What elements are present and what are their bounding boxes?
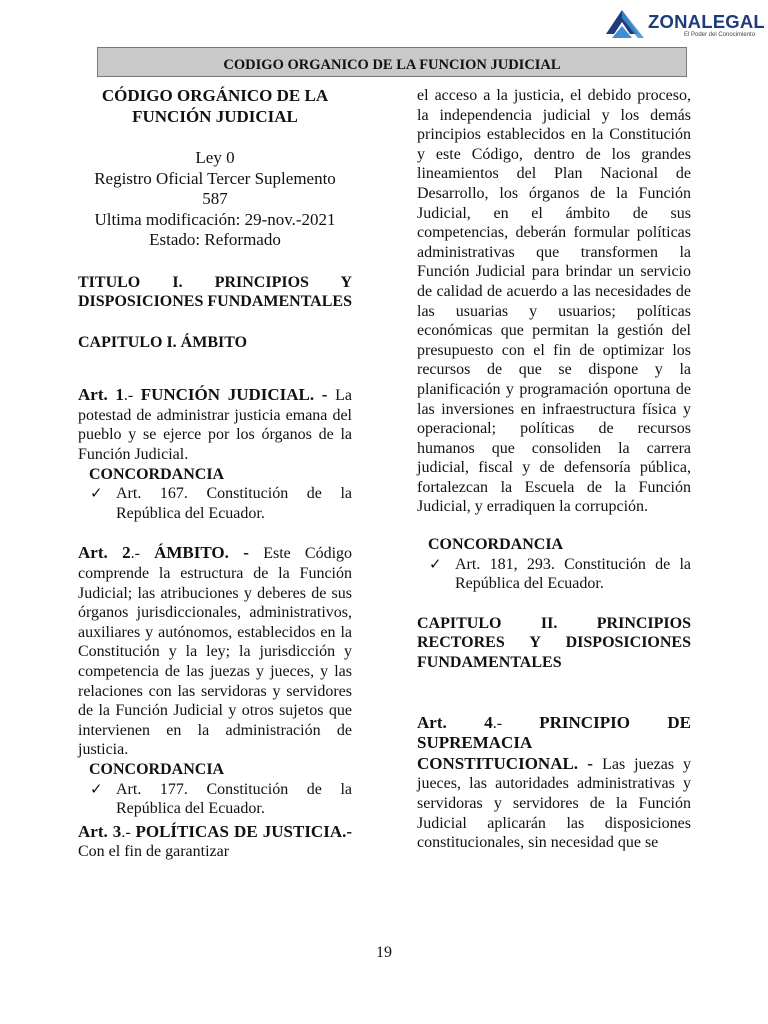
article-1 bbox=[78, 385, 352, 464]
art1-sep: .- bbox=[123, 387, 141, 405]
meta-registro: Registro Oficial Tercer Suplemento 587 bbox=[94, 168, 336, 208]
art2-label: Art. 2 bbox=[78, 543, 131, 563]
left-column bbox=[78, 86, 352, 862]
art1-concordancia-item bbox=[78, 484, 352, 523]
art2-concordancia-title: CONCORDANCIA bbox=[89, 760, 225, 778]
document-title: CÓDIGO ORGÁNICO DE LA FUNCIÓN JUDICIAL bbox=[101, 86, 329, 126]
logo-name: ZONALEGAL bbox=[648, 11, 765, 32]
art3-concordancia-item bbox=[417, 555, 691, 594]
art3-label: Art. 3 bbox=[78, 821, 122, 841]
checkmark-icon: ✓ bbox=[429, 554, 442, 573]
art4-text: Las juezas y jueces, las autoridades administrativas y servidoras y servidores de la Función Judicial aplicarán las disposiciones constitucionales, sin necesidad que se bbox=[417, 755, 691, 852]
art3-sep: .- bbox=[121, 823, 136, 841]
titulo-heading: TITULO I. PRINCIPIOS Y DISPOSICIONES FUNDAMENTALES bbox=[78, 273, 352, 311]
article-3 bbox=[78, 822, 352, 862]
capitulo-2-heading: CAPITULO II. PRINCIPIOS RECTORES Y DISPOSICIONES FUNDAMENTALES bbox=[417, 614, 691, 672]
logo-tagline: El Poder del Conocimiento bbox=[684, 32, 756, 38]
art3-concordancia-title: CONCORDANCIA bbox=[428, 536, 564, 554]
art2-sep: .- bbox=[130, 545, 155, 563]
article-2 bbox=[78, 543, 352, 760]
art2-concordancia-item bbox=[78, 780, 352, 819]
capitulo-heading: CAPITULO I. ÁMBITO bbox=[78, 333, 248, 351]
article-3-continuation: el acceso a la justicia, el debido proceso, la independencia judicial y los demás principios establecidos en la Constitución y este Código, dentro de los grandes lineamientos del Plan Nacional de Desarrollo, los órganos de la Función Judicial, en el ámbito de sus competencias, deberán formular políticas administrativas que transformen la Función Judicial para brindar un servicio de calidad de acuerdo a las necesidades de las usuarias y usuarios; políticas económicas que permitan la gestión del presupuesto con el fin de optimizar los recursos de que se dispone y la planificación y programación oportuna de las inversiones en infraestructura física y operacional; políticas de recursos humanos que consoliden la carrera judicial, fiscal y de defensoría pública, fortalezcan la Escuela de la Función Judicial, y erradiquen la corrupción. bbox=[417, 87, 691, 516]
document-meta bbox=[78, 148, 352, 251]
zonalegal-logo bbox=[604, 6, 764, 40]
art3-heading: POLÍTICAS DE JUSTICIA.- bbox=[135, 821, 353, 841]
article-4 bbox=[417, 713, 691, 853]
art4-sep: .- bbox=[492, 714, 540, 732]
art2-text: Este Código comprende la estructura de la Función Judicial; las atribuciones y deberes de sus órganos jurisdiccionales, administrativos, auxiliares y autónomos, establecidos en la Constitución y la ley; la jurisdicción y competencia de las juezas y jueces, y las relaciones con las servidoras y servidores de la Función Judicial y otros sujetos que intervienen en la administración de justicia. bbox=[78, 545, 353, 759]
meta-ley: Ley 0 bbox=[195, 148, 235, 167]
art4-label: Art. 4 bbox=[417, 712, 493, 732]
meta-estado: Estado: Reformado bbox=[149, 230, 281, 249]
art1-heading: FUNCIÓN JUDICIAL. - bbox=[140, 385, 336, 405]
zonalegal-logo-icon bbox=[604, 6, 646, 40]
art1-label: Art. 1 bbox=[78, 385, 124, 405]
art1-concordancia-title: CONCORDANCIA bbox=[89, 465, 225, 483]
art1-concordancia-text: Art. 167. Constitución de la República del Ecuador. bbox=[116, 485, 352, 522]
art2-heading: ÁMBITO. - bbox=[154, 543, 264, 563]
art3-concordancia-text: Art. 181, 293. Constitución de la República del Ecuador. bbox=[455, 555, 691, 593]
page-number: 19 bbox=[376, 944, 392, 961]
art2-concordancia-text: Art. 177. Constitución de la República del Ecuador. bbox=[116, 780, 352, 818]
art3-text: Con el fin de garantizar bbox=[78, 843, 230, 861]
meta-modificacion: Ultima modificación: 29-nov.-2021 bbox=[94, 209, 336, 229]
checkmark-icon: ✓ bbox=[90, 484, 103, 503]
art4-heading: PRINCIPIO DE SUPREMACIA CONSTITUCIONAL. - bbox=[417, 712, 691, 773]
header-banner: CODIGO ORGANICO DE LA FUNCION JUDICIAL bbox=[97, 47, 687, 77]
checkmark-icon: ✓ bbox=[90, 779, 103, 798]
right-column bbox=[417, 86, 691, 853]
art1-text: La potestad de administrar justicia emana del pueblo y se ejerce por los órganos de la Función Judicial. bbox=[78, 387, 353, 464]
